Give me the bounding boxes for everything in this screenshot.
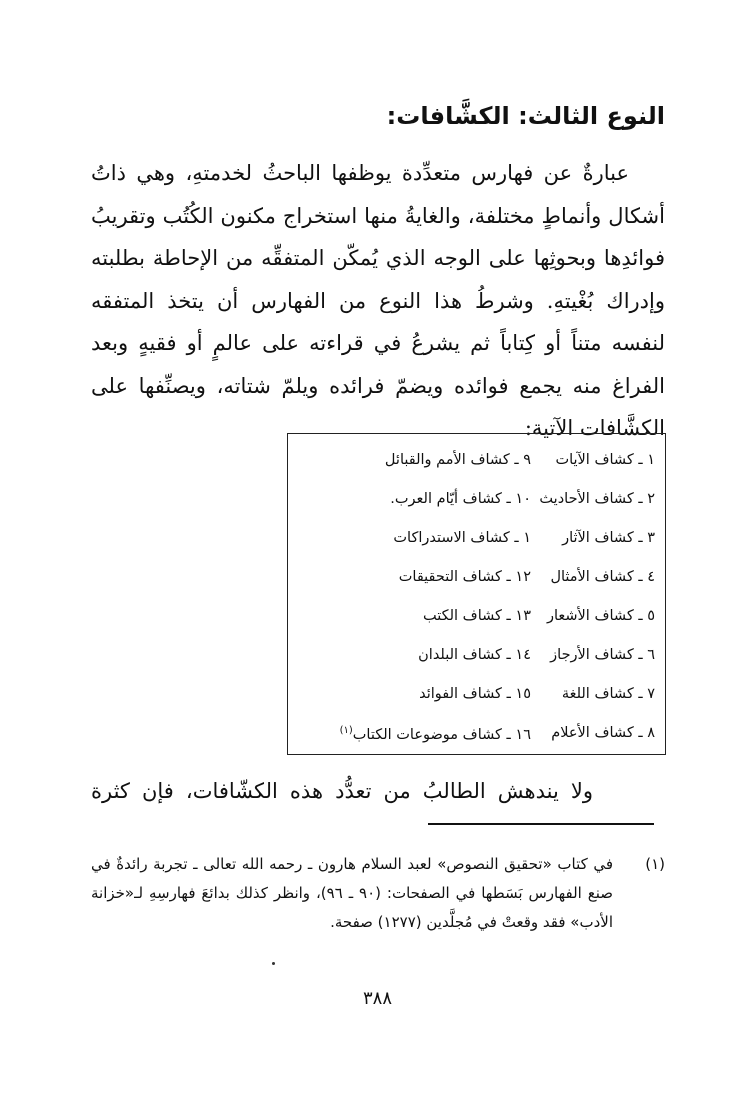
list-item: ٣ ـ كشاف الآثار: [562, 530, 655, 546]
stray-dot: [272, 962, 275, 965]
footnote-reference: (١): [339, 725, 353, 736]
body-paragraph: [91, 152, 665, 450]
list-item: ١ ـ كشاف الآيات: [555, 452, 655, 468]
list-row: [286, 481, 665, 521]
list-item: ١٤ ـ كشاف البلدان: [418, 647, 531, 663]
continuation-text: ولا يندهش الطالبُ من تعدُّد هذه الكشّافات، فإن كثرة: [91, 779, 593, 803]
list-item: ٨ ـ كشاف الأعلام: [551, 725, 655, 741]
section-heading: النوع الثالث: الكشَّافات:: [386, 102, 665, 130]
list-row: [286, 637, 665, 677]
list-item: ٢ ـ كشاف الأحاديث: [539, 491, 655, 507]
list-item: ١٦ ـ كشاف موضوعات الكتاب: [352, 726, 531, 743]
list-row: [286, 715, 665, 755]
continuation-paragraph: [91, 770, 665, 812]
list-item-with-footnote-ref: [340, 725, 531, 743]
list-row: [286, 598, 665, 638]
footnote-number: (١): [645, 855, 665, 873]
list-item: ٥ ـ كشاف الأشعار: [546, 608, 655, 624]
paragraph-text: عبارةٌ عن فهارس متعدِّدة يوظفها الباحثُ لخدمتهِ، وهي ذاتُ أشكال وأنماطٍ مختلفة، والغايةُ منها استخراج مكنون الكُتُب وتقريبُ فوائدِها وبحوثِها على الوجه الذي يُمكّن المتفقِّه من الإحاطة بطلبته وإدراك بُغْيتهِ. وشرطُ هذا النوع من الفهارس أن يتخذ المتفقه لنفسه متناً أو كِتاباً ثم يشرعُ في قراءته على عالمٍ أو فقيهٍ وبعد الفراغ منه يجمع فوائده ويضمّ فرائده ويلمّ شتاته، ويصنِّفها على الكشَّافات الآتية:: [91, 161, 665, 440]
list-item: ١٠ ـ كشاف أيّام العرب.: [390, 491, 531, 507]
list-row: [286, 520, 665, 560]
footnote: [91, 850, 665, 937]
list-item: ٧ ـ كشاف اللغة: [561, 686, 655, 702]
page-number: ٣٨٨: [362, 988, 392, 1009]
list-row: [286, 442, 665, 482]
list-item: ١٢ ـ كشاف التحقيقات: [398, 569, 531, 585]
list-item: ١ ـ كشاف الاستدراكات: [393, 530, 531, 546]
indexes-list-box: [287, 433, 666, 755]
list-row: [286, 559, 665, 599]
list-item: ٤ ـ كشاف الأمثال: [550, 569, 655, 585]
list-item: ١٣ ـ كشاف الكتب: [422, 608, 531, 624]
list-item: ٩ ـ كشاف الأمم والقبائل: [384, 452, 531, 468]
list-row: [286, 676, 665, 716]
list-item: ١٥ ـ كشاف الفوائد: [419, 686, 531, 702]
list-item: ٦ ـ كشاف الأرجاز: [550, 647, 655, 663]
footnote-text: في كتاب «تحقيق النصوص» لعبد السلام هارون ـ رحمه الله تعالى ـ تجربة رائدةٌ في صنع الفهارس بَسَطها في الصفحات: (٩٠ ـ ٩٦)، وانظر كذلك بدائعَ فهارسِهِ لـ«خزانة الأدب» فقد وقعتْ في مُجلَّدين (١٢٧٧) صفحة.: [91, 855, 614, 931]
footnote-separator: [428, 823, 654, 825]
